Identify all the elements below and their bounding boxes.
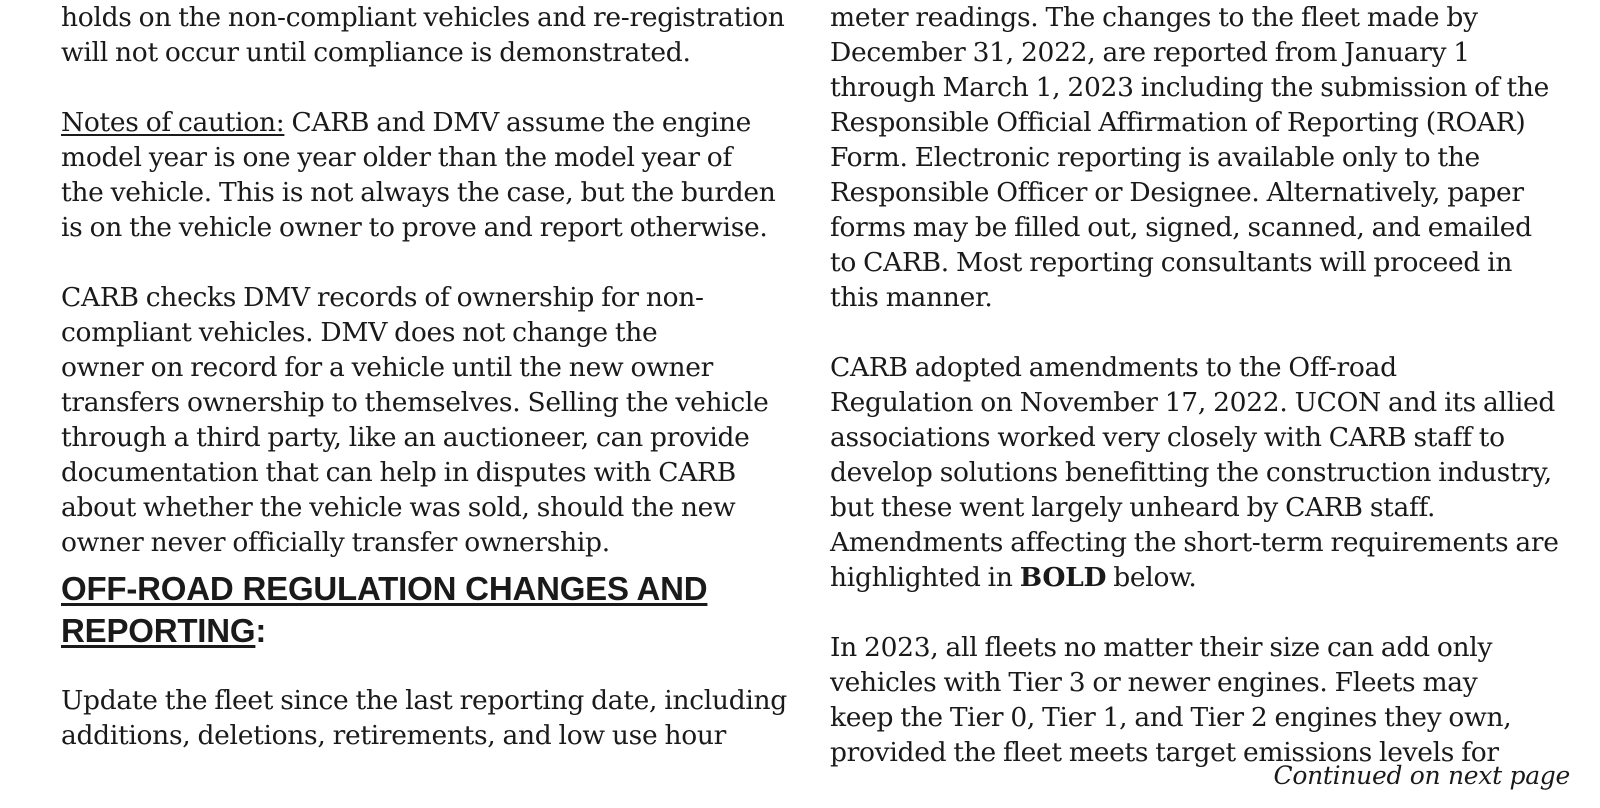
text-line: Responsible Official Affirmation of Reporting (ROAR) [830, 107, 1526, 138]
text-line: model year is one year older than the model year of [61, 142, 732, 173]
heading-reporting: REPORTING [61, 612, 256, 649]
text-line: documentation that can help in disputes with CARB [61, 457, 736, 488]
left-column [61, 0, 791, 753]
paragraph-meter-readings [830, 0, 1570, 315]
paragraph-tier-engines [830, 630, 1570, 770]
text-line: compliant vehicles. DMV does not change the [61, 317, 658, 348]
text-line: December 31, 2022, are reported from January 1 [830, 37, 1470, 68]
text-line: will not occur until compliance is demonstrated. [61, 37, 691, 68]
paragraph-registration-holds [61, 0, 791, 70]
caution-first-line: CARB and DMV assume the engine [284, 107, 752, 138]
section-heading [61, 568, 791, 652]
text-line: CARB checks DMV records of ownership for non- [61, 282, 704, 313]
heading-colon: : [255, 612, 267, 649]
text-line: develop solutions benefitting the construction industry, [830, 457, 1552, 488]
text-line: is on the vehicle owner to prove and report otherwise. [61, 212, 768, 243]
text-line: holds on the non-compliant vehicles and re-registration [61, 2, 785, 33]
text-fragment: below. [1106, 562, 1197, 593]
text-line: to CARB. Most reporting consultants will proceed in [830, 247, 1513, 278]
text-line: through a third party, like an auctioneer, can provide [61, 422, 750, 453]
heading-line-2 [61, 610, 791, 652]
text-line: owner on record for a vehicle until the new owner [61, 352, 714, 383]
text-line: keep the Tier 0, Tier 1, and Tier 2 engines they own, [830, 702, 1512, 733]
paragraph-update-fleet [61, 683, 791, 753]
text-line: associations worked very closely with CARB staff to [830, 422, 1505, 453]
text-line: through March 1, 2023 including the submission of the [830, 72, 1550, 103]
right-column [830, 0, 1570, 770]
text-line: Update the fleet since the last reporting date, including [61, 685, 787, 716]
text-line: additions, deletions, retirements, and low use hour [61, 720, 727, 751]
text-line: this manner. [830, 282, 993, 313]
text-line: meter readings. The changes to the fleet made by [830, 2, 1478, 33]
text-line: Regulation on November 17, 2022. UCON and its allied [830, 387, 1556, 418]
heading-line-1: OFF-ROAD REGULATION CHANGES AND [61, 570, 708, 607]
text-line: about whether the vehicle was sold, should the new [61, 492, 736, 523]
text-line [830, 560, 1570, 595]
text-line [61, 105, 791, 140]
text-line: provided the fleet meets target emissions levels for [830, 737, 1499, 768]
text-line: transfers ownership to themselves. Selling the vehicle [61, 387, 769, 418]
text-line: Amendments affecting the short-term requirements are [830, 527, 1559, 558]
paragraph-amendments [830, 350, 1570, 595]
text-fragment: highlighted in [830, 562, 1020, 593]
text-line: Responsible Officer or Designee. Alternatively, paper [830, 177, 1524, 208]
text-line: In 2023, all fleets no matter their size can add only [830, 632, 1493, 663]
bold-word: BOLD [1019, 562, 1107, 593]
paragraph-dmv-records [61, 280, 791, 560]
paragraph-notes-of-caution [61, 105, 791, 245]
text-line: forms may be filled out, signed, scanned, and emailed [830, 212, 1532, 243]
text-line: Form. Electronic reporting is available only to the [830, 142, 1480, 173]
text-line: vehicles with Tier 3 or newer engines. Fleets may [830, 667, 1478, 698]
text-line: owner never officially transfer ownership. [61, 527, 610, 558]
text-line: but these went largely unheard by CARB staff. [830, 492, 1436, 523]
text-line: CARB adopted amendments to the Off-road [830, 352, 1397, 383]
caution-label: Notes of caution: [61, 107, 285, 138]
text-line: the vehicle. This is not always the case, but the burden [61, 177, 776, 208]
continued-notice: Continued on next page [1273, 761, 1570, 790]
